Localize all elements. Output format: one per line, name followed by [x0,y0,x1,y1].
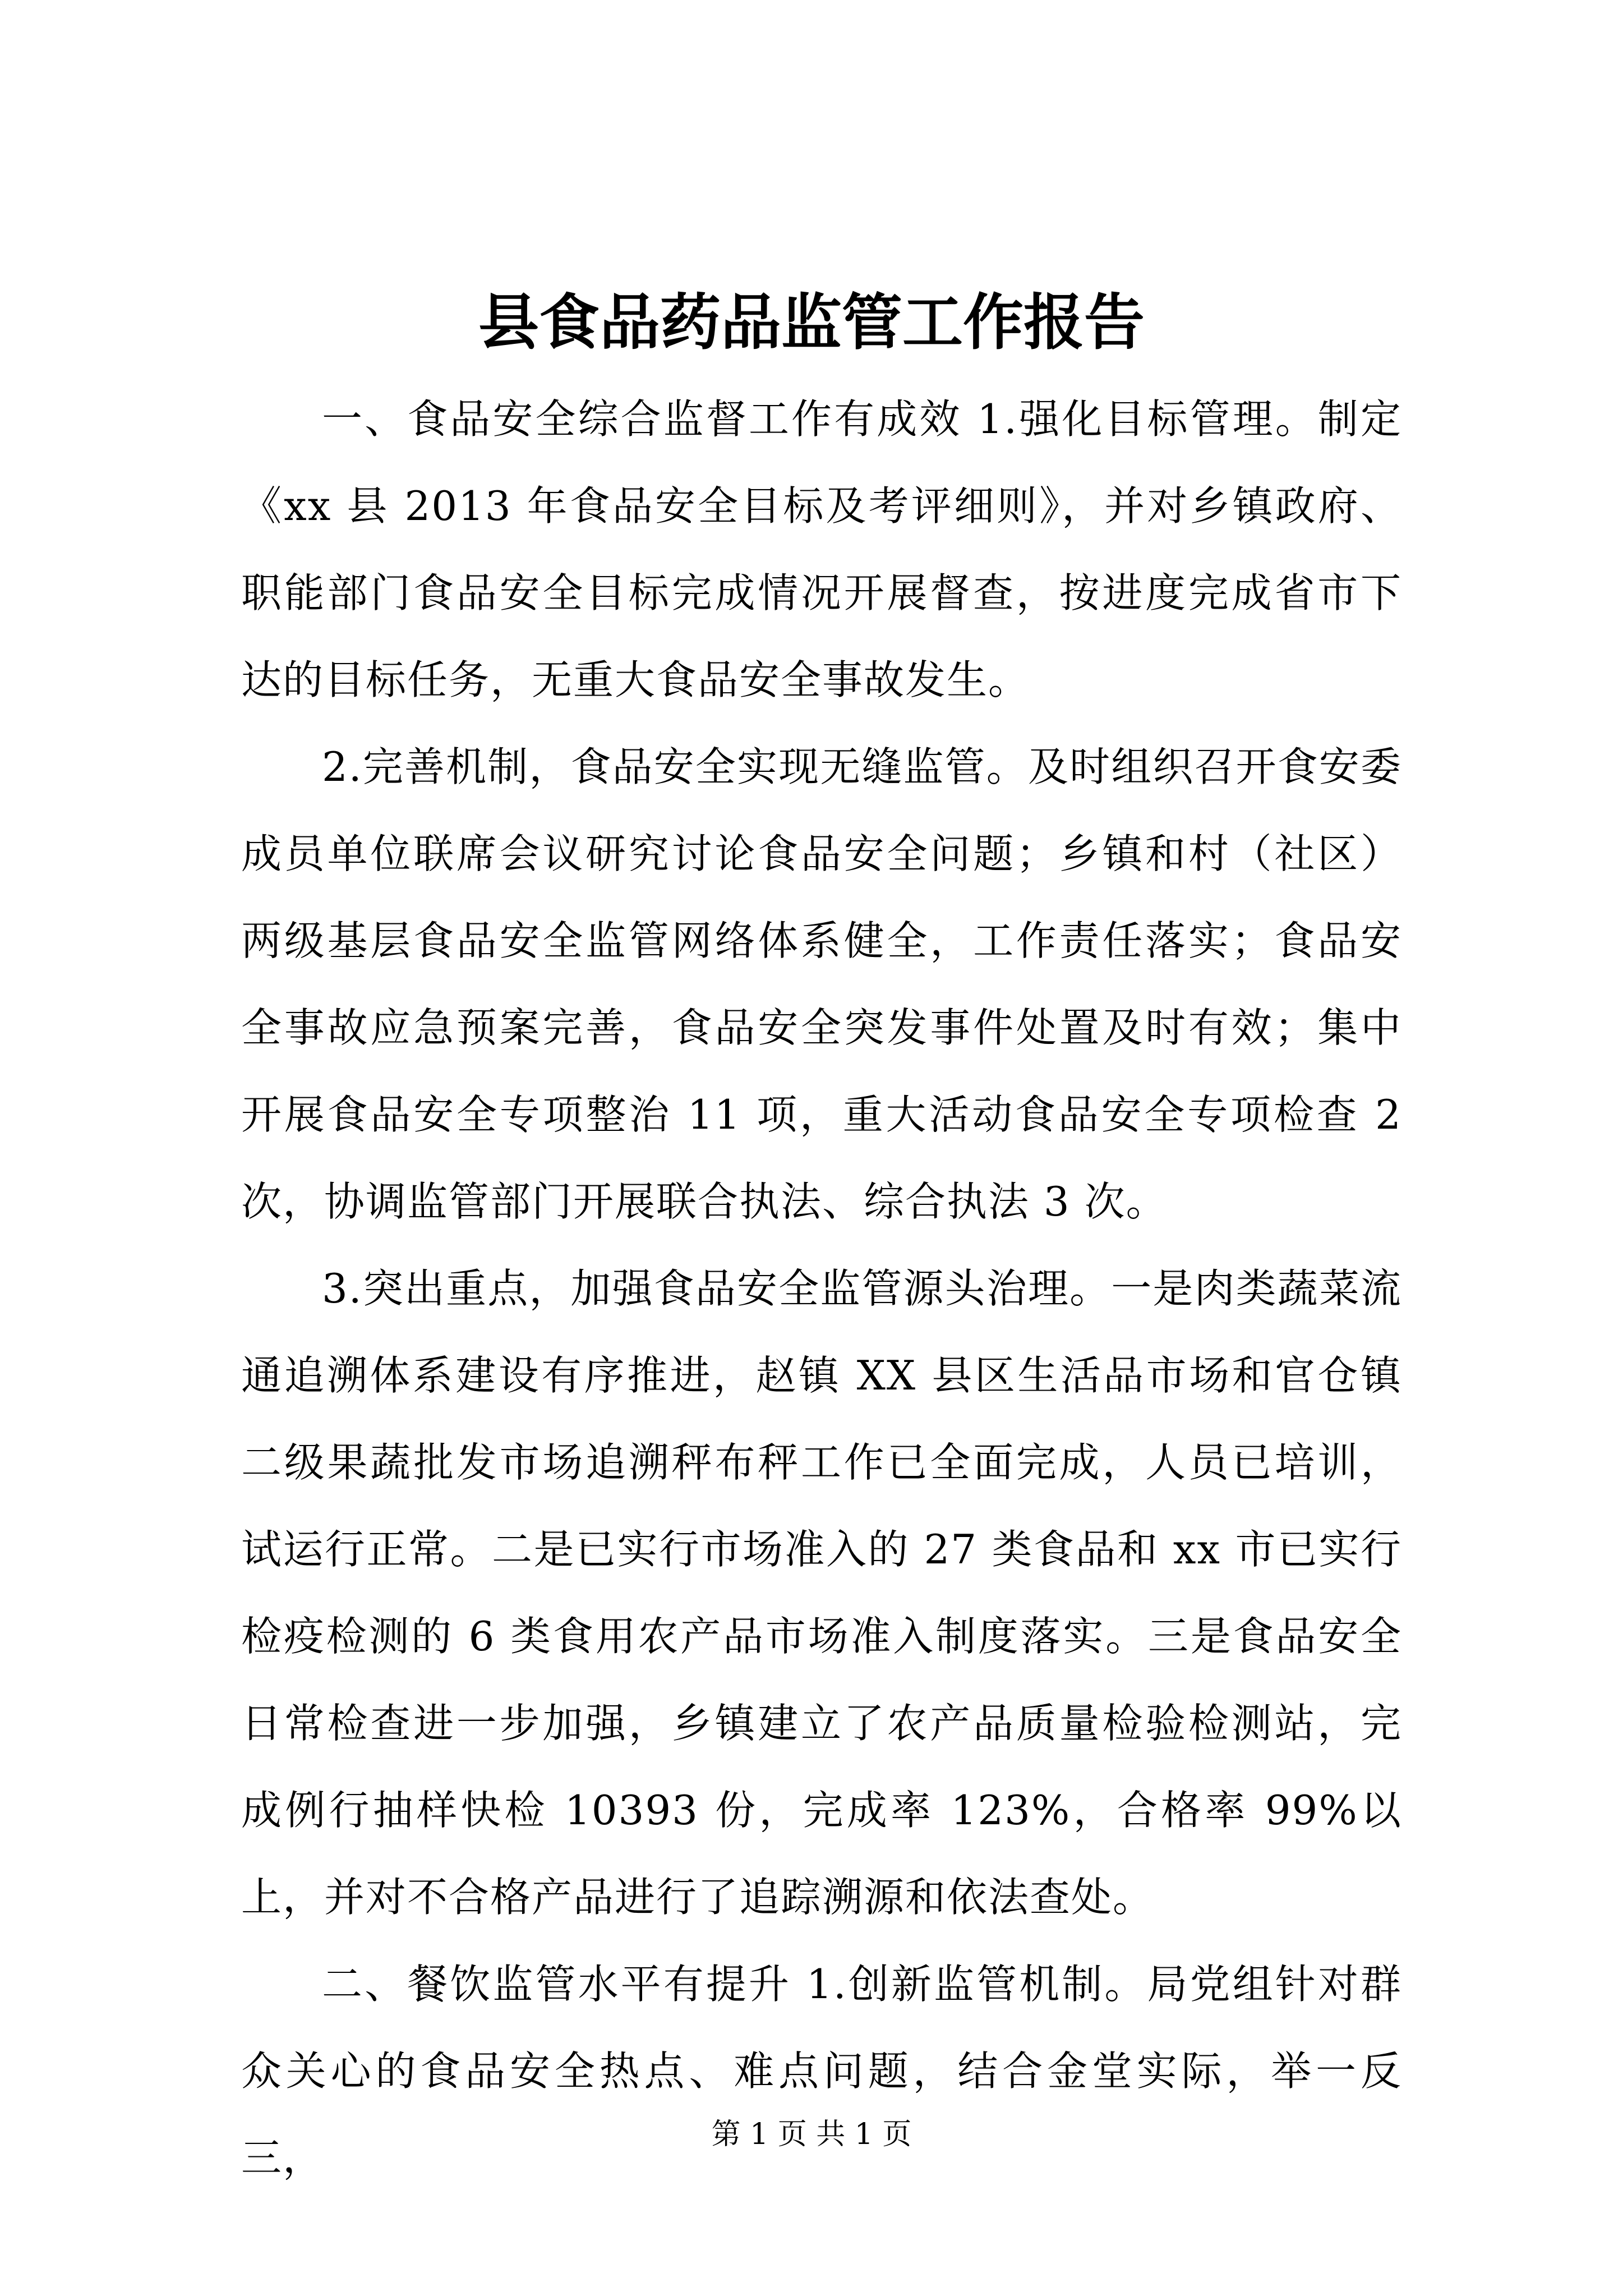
document-title: 县食品药品监管工作报告 [478,287,1145,358]
paragraph-1: 一、食品安全综合监督工作有成效 1.强化目标管理。制定《xx 县 2013 年食品安全目标及考评细则》，并对乡镇政府、职能部门食品安全目标完成情况开展督查，按进度完成省市下达的目标任务，无重大食品安全事故发生。 [241,395,1402,703]
paragraph-2: 2.完善机制，食品安全实现无缝监管。及时组织召开食安委成员单位联席会议研究讨论食品安全问题；乡镇和村（社区）两级基层食品安全监管网络体系健全，工作责任落实；食品安全事故应急预案完善，食品安全突发事件处置及时有效；集中开展食品安全专项整治 11 项，重大活动食品安全专项检查 2 次，协调监管部门开展联合执法、综合执法 3 次。 [241,743,1402,1225]
page-footer: 第 1 页 共 1 页 [711,2118,912,2151]
paragraph-4: 二、餐饮监管水平有提升 1.创新监管机制。局党组针对群众关心的食品安全热点、难点问题，结合金堂实际，举一反三， [241,1961,1402,2182]
paragraph-3: 3.突出重点，加强食品安全监管源头治理。一是肉类蔬菜流通追溯体系建设有序推进，赵镇 XX 县区生活品市场和官仓镇二级果蔬批发市场追溯秤布秤工作已全面完成，人员已培训，试运行正常。二是已实行市场准入的 27 类食品和 xx 市已实行检疫检测的 6 类食用农产品市场准入制度落实。三是食品安全日常检查进一步加强，乡镇建立了农产品质量检验检测站，完成例行抽样快检 10393 份，完成率 123%，合格率 99%以上，并对不合格产品进行了追踪溯源和依法查处。 [241,1265,1402,1921]
document-body [241,376,1402,2202]
